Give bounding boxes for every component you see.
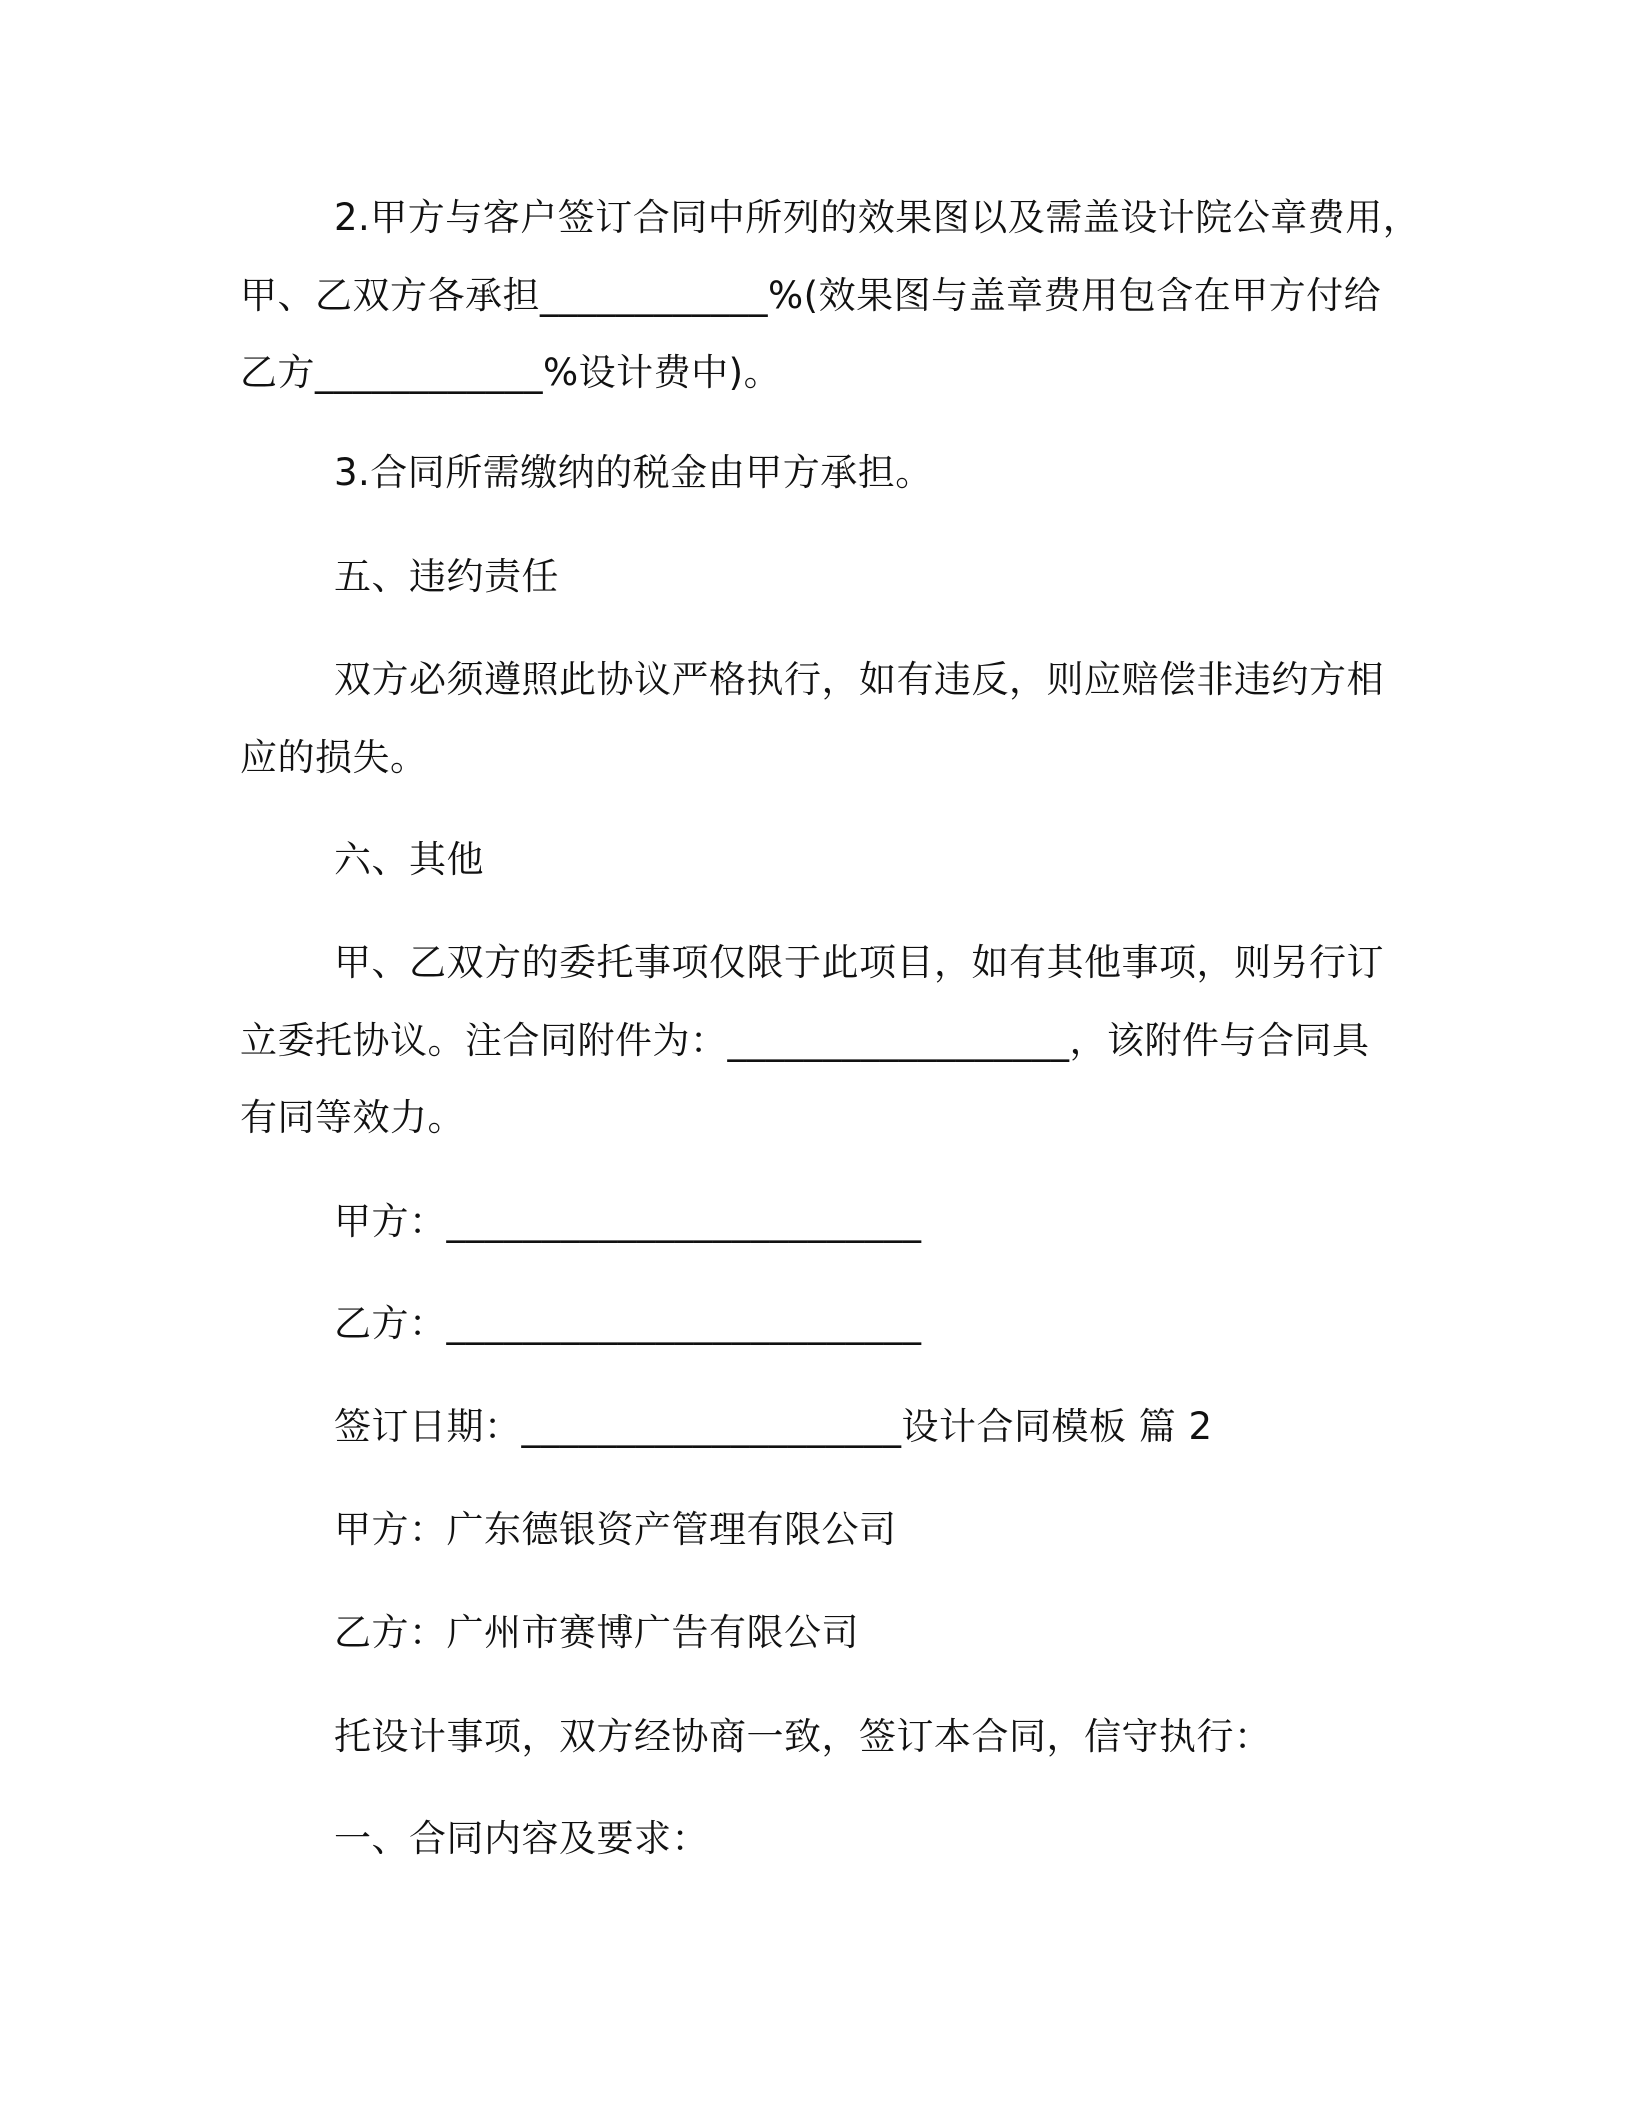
paragraph-line: 甲、乙双方各承担____________%(效果图与盖章费用包含在甲方付给 xyxy=(240,274,1382,317)
party-b-name: 乙方：广州市赛博广告有限公司 xyxy=(334,1611,859,1654)
signing-date-line: 签订日期：____________________设计合同模板 篇 2 xyxy=(334,1405,1213,1448)
paragraph-line: 双方必须遵照此协议严格执行，如有违反，则应赔偿非违约方相 xyxy=(334,658,1384,701)
paragraph-line: 3.合同所需缴纳的税金由甲方承担。 xyxy=(334,451,933,494)
paragraph-line: 应的损失。 xyxy=(240,736,428,779)
party-b-signature-line: 乙方：_________________________ xyxy=(334,1302,922,1345)
paragraph-line: 甲、乙双方的委托事项仅限于此项目，如有其他事项，则另行订 xyxy=(334,941,1384,984)
paragraph-line: 有同等效力。 xyxy=(240,1096,465,1139)
paragraph-line: 2.甲方与客户签订合同中所列的效果图以及需盖设计院公章费用， xyxy=(334,196,1421,239)
section-heading: 六、其他 xyxy=(334,838,484,881)
section-heading: 五、违约责任 xyxy=(334,555,559,598)
party-a-signature-line: 甲方：_________________________ xyxy=(334,1200,922,1243)
paragraph-line: 乙方____________%设计费中)。 xyxy=(240,351,782,394)
paragraph-line: 立委托协议。注合同附件为：__________________，该附件与合同具 xyxy=(240,1019,1370,1062)
party-a-name: 甲方：广东德银资产管理有限公司 xyxy=(334,1508,897,1551)
section-heading: 一、合同内容及要求： xyxy=(334,1817,709,1860)
paragraph-line: 托设计事项，双方经协商一致，签订本合同，信守执行： xyxy=(334,1715,1272,1758)
